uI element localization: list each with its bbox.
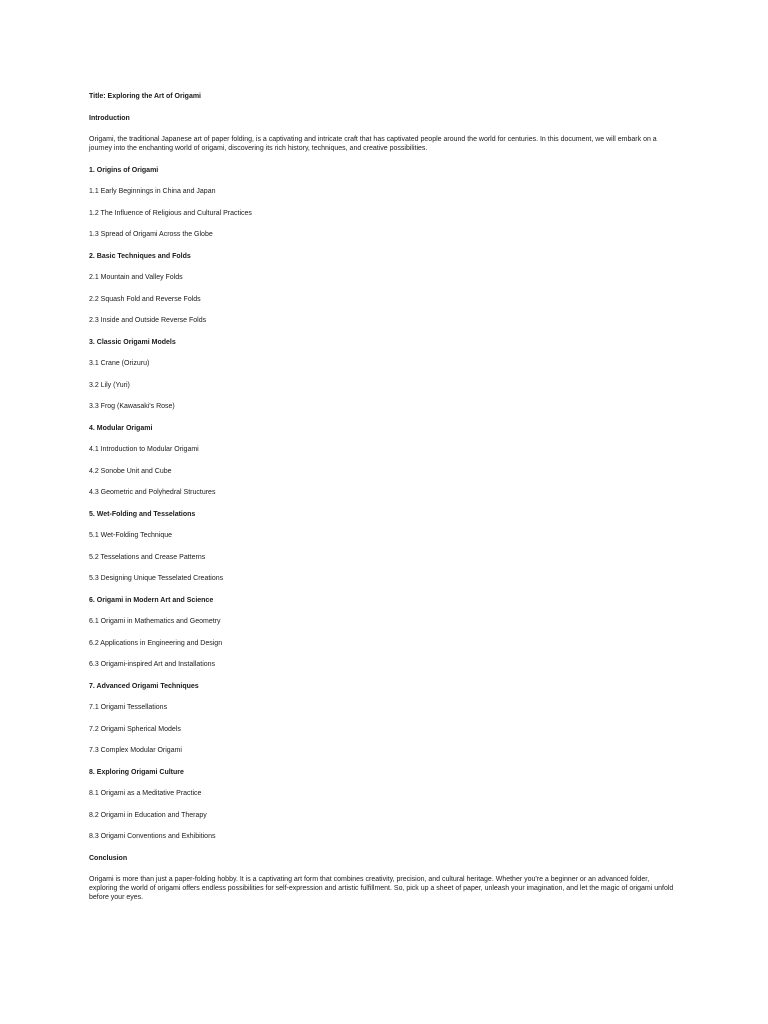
section-item: 4.2 Sonobe Unit and Cube — [89, 467, 172, 475]
section-item: 2.1 Mountain and Valley Folds — [89, 274, 183, 281]
section-item: 3.2 Lily (Yuri) — [89, 381, 130, 389]
section-item: 1.2 The Influence of Religious and Cultural Practices — [89, 209, 252, 217]
section-item: 4.3 Geometric and Polyhedral Structures — [89, 489, 216, 496]
conclusion-paragraph: Origami is more than just a paper-folding hobby. It is a captivating art form that combines creativity, precision, and cultural heritage. Whether you're a beginner or an advanced folder, exploring the world of origami offers endless possibilities for self-expression and artistic fulfillment. So, pick up a sheet of paper, unleash your imagination, and let the magic of origami unfold before your eyes. — [89, 876, 674, 901]
section-item: 5.3 Designing Unique Tesselated Creations — [89, 575, 224, 582]
section-heading: 8. Exploring Origami Culture — [89, 768, 184, 776]
section-item: 5.1 Wet-Folding Technique — [89, 532, 173, 539]
section-item: 7.1 Origami Tessellations — [89, 704, 168, 711]
section-item: 8.2 Origami in Education and Therapy — [89, 811, 207, 819]
section-heading: 3. Classic Origami Models — [89, 338, 176, 346]
section-item: 6.2 Applications in Engineering and Design — [89, 639, 223, 647]
section-heading: 5. Wet-Folding and Tesselations — [89, 510, 196, 518]
intro-heading: Introduction — [89, 114, 130, 122]
section-item: 1.1 Early Beginnings in China and Japan — [89, 188, 216, 195]
section-item: 3.3 Frog (Kawasaki's Rose) — [89, 403, 175, 410]
document-page — [89, 92, 679, 902]
section-item: 3.1 Crane (Orizuru) — [89, 360, 150, 367]
section-item: 2.3 Inside and Outside Reverse Folds — [89, 317, 207, 324]
section-item: 6.3 Origami-inspired Art and Installations — [89, 661, 216, 668]
section-item: 7.2 Origami Spherical Models — [89, 725, 181, 733]
section-heading: 7. Advanced Origami Techniques — [89, 682, 199, 690]
conclusion-heading: Conclusion — [89, 854, 128, 862]
section-heading: 2. Basic Techniques and Folds — [89, 252, 191, 260]
section-item: 5.2 Tesselations and Crease Patterns — [89, 553, 206, 561]
intro-paragraph: Origami, the traditional Japanese art of paper folding, is a captivating and intricate craft that has captivated people around the world for centuries. In this document, we will embark on a journey into the enchanting world of origami, discovering its rich history, techniques, and creative possibilities. — [89, 136, 657, 152]
section-heading: 6. Origami in Modern Art and Science — [89, 596, 214, 604]
section-heading: 4. Modular Origami — [89, 424, 153, 432]
section-heading: 1. Origins of Origami — [89, 166, 159, 174]
section-item: 6.1 Origami in Mathematics and Geometry — [89, 618, 221, 625]
section-item: 4.1 Introduction to Modular Origami — [89, 446, 199, 453]
section-item: 1.3 Spread of Origami Across the Globe — [89, 231, 213, 238]
section-item: 8.1 Origami as a Meditative Practice — [89, 790, 202, 797]
section-item: 7.3 Complex Modular Origami — [89, 747, 182, 754]
document-title: Title: Exploring the Art of Origami — [89, 93, 202, 100]
section-item: 8.3 Origami Conventions and Exhibitions — [89, 833, 216, 840]
section-item: 2.2 Squash Fold and Reverse Folds — [89, 295, 201, 303]
